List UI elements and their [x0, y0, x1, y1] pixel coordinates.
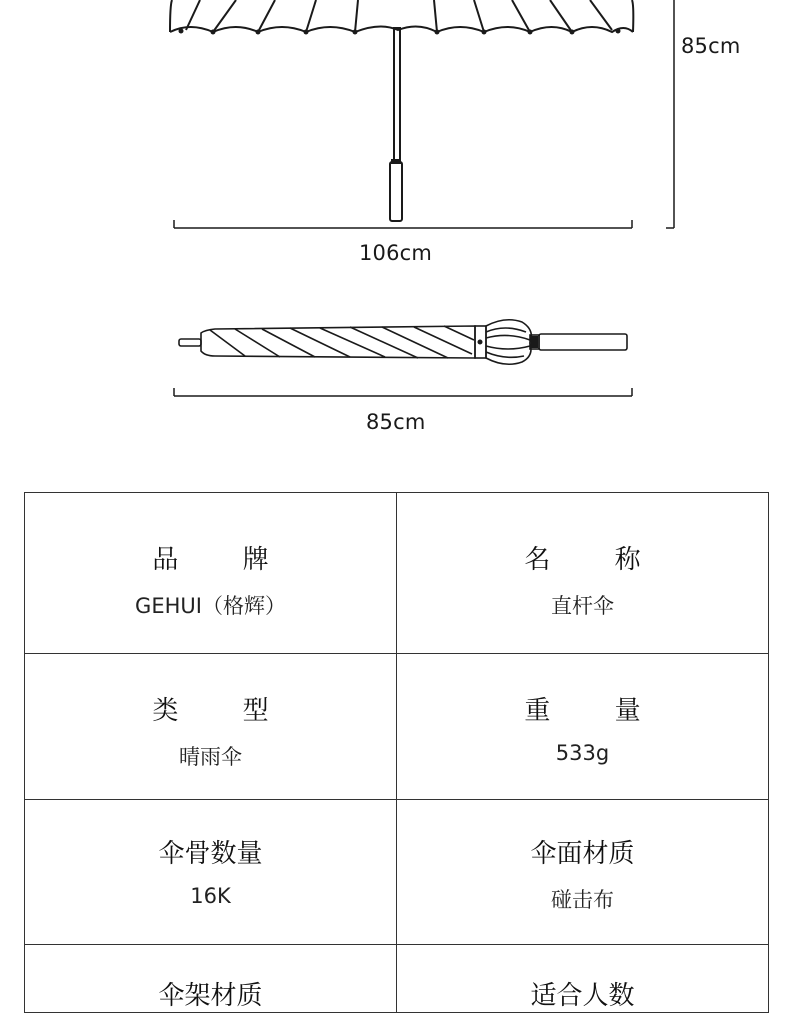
spec-label: 伞面材质 [530, 839, 635, 869]
spec-table [24, 492, 769, 1013]
spec-cell-name [397, 493, 769, 654]
spec-label: 名 称 [524, 545, 669, 575]
open-width-label: 106cm [359, 241, 433, 265]
spec-cell-type [25, 654, 397, 800]
shaft-collar [391, 159, 401, 164]
table-row [25, 654, 769, 800]
dimension-diagram [0, 0, 790, 470]
spec-label: 伞架材质 [158, 981, 263, 1011]
height-measure-line [666, 0, 674, 228]
table-row [25, 945, 769, 1013]
spec-label: 重 量 [524, 696, 669, 726]
closed-length-label: 85cm [366, 410, 426, 434]
spec-cell-rib-count [25, 800, 397, 945]
spec-label: 伞骨数量 [158, 839, 263, 869]
spec-value: GEHUI（格辉） [135, 594, 286, 618]
open-umbrella-shaft [390, 28, 402, 221]
spec-cell-canopy-material [397, 800, 769, 945]
spec-cell-suitable-people [397, 945, 769, 1013]
spec-cell-frame-material [25, 945, 397, 1013]
spec-value: 碰击布 [551, 888, 614, 912]
spec-cell-brand [25, 493, 397, 654]
spec-value: 16K [190, 884, 231, 908]
spec-value: 533g [555, 741, 610, 765]
spec-label: 适合人数 [530, 981, 635, 1011]
closed-umbrella [179, 320, 627, 365]
open-height-label: 85cm [681, 34, 741, 58]
table-row [25, 800, 769, 945]
umbrella-diagram-svg [0, 0, 790, 470]
spec-cell-weight [397, 654, 769, 800]
spec-value: 直杆伞 [551, 594, 614, 618]
open-umbrella-canopy [170, 0, 633, 32]
width-measure-line [174, 220, 632, 228]
closed-umbrella-button [478, 340, 483, 345]
length-measure-line [174, 388, 632, 396]
spec-label: 类 型 [152, 696, 297, 726]
table-row [25, 493, 769, 654]
closed-umbrella-collar [531, 336, 538, 348]
spec-value: 晴雨伞 [179, 745, 242, 769]
spec-label: 品 牌 [152, 545, 297, 575]
